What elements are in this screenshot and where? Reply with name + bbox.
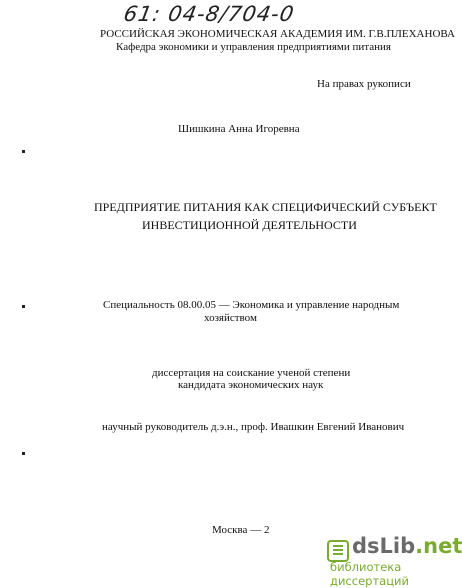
city-year-footer: Москва — 2	[212, 524, 270, 536]
scan-speck	[22, 452, 25, 455]
scan-speck	[22, 150, 25, 153]
rights-note: На правах рукописи	[317, 78, 411, 90]
institution-name: РОССИЙСКАЯ ЭКОНОМИЧЕСКАЯ АКАДЕМИЯ ИМ. Г.В.ПЛЕХАНОВА	[100, 28, 455, 40]
watermark-subtitle: библиотека диссертаций	[330, 560, 409, 588]
handwritten-catalog-number: 61: 04-8/704-0	[121, 2, 297, 26]
scan-speck	[22, 305, 25, 308]
degree-line-2: кандидата экономических наук	[178, 379, 324, 391]
thesis-title-line-2: ИНВЕСТИЦИОННОЙ ДЕЯТЕЛЬНОСТИ	[142, 218, 357, 232]
specialty-line-2: хозяйством	[204, 312, 257, 324]
degree-line-1: диссертация на соискание ученой степени	[152, 367, 351, 379]
book-icon	[327, 540, 349, 562]
supervisor-line: научный руководитель д.э.н., проф. Ивашкин Евгений Иванович	[102, 421, 405, 433]
department-name: Кафедра экономики и управления предприятиями питания	[116, 41, 391, 53]
thesis-title-line-1: ПРЕДПРИЯТИЕ ПИТАНИЯ КАК СПЕЦИФИЧЕСКИЙ СУБЪЕКТ	[94, 200, 437, 214]
author-name: Шишкина Анна Игоревна	[178, 123, 300, 135]
specialty-line-1: Специальность 08.00.05 — Экономика и управление народным	[103, 299, 400, 311]
watermark-site-name: dsLib.net	[352, 534, 462, 558]
